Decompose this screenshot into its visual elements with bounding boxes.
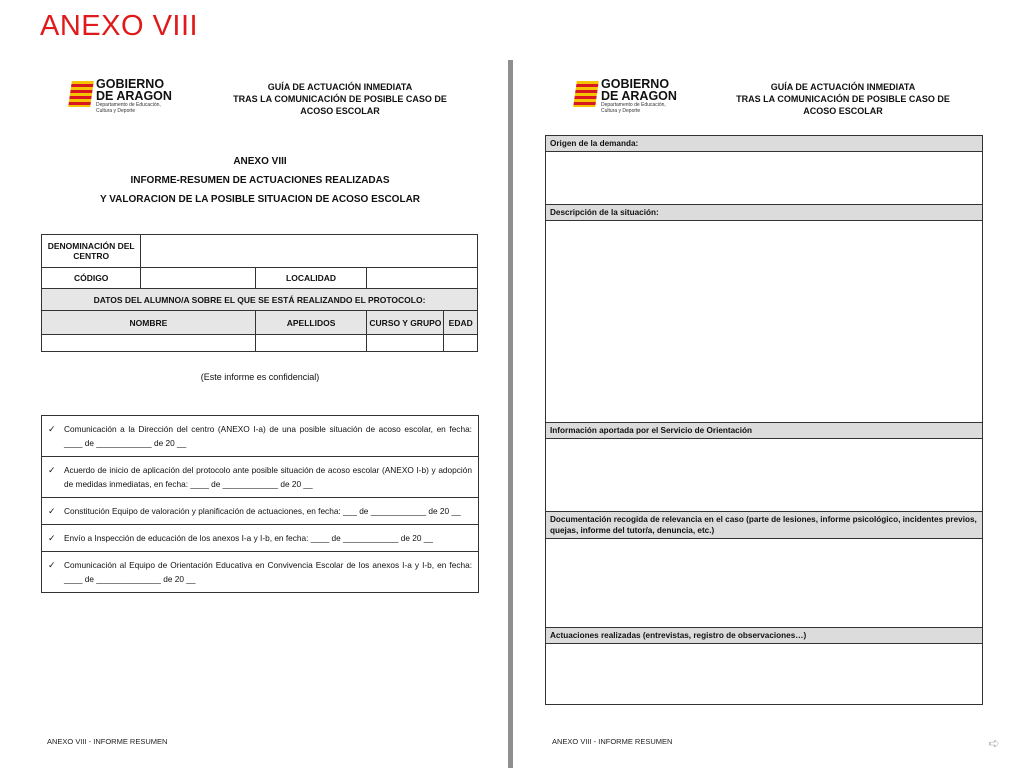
gobierno-aragon-logo: [575, 78, 677, 114]
nombre-field[interactable]: [42, 335, 256, 352]
col-curso-grupo: CURSO Y GRUPO: [367, 311, 444, 335]
right-header: [535, 76, 995, 126]
doc-title-3: Y VALORACION DE LA POSIBLE SITUACION DE ACOSO ESCOLAR: [99, 194, 421, 205]
page-divider: [508, 60, 513, 768]
checkmark-icon: ✓: [48, 560, 56, 570]
section-descripcion-header: Descripción de la situación:: [546, 205, 982, 221]
slide-title: ANEXO VIII: [40, 10, 199, 42]
section-descripcion-body[interactable]: [546, 221, 982, 423]
checklist-text: Comunicación a la Dirección del centro (ANEXO I-a) de una posible situación de acoso escolar, en fecha: ____ de ____________ de 20 __: [64, 424, 472, 448]
checklist: [41, 415, 479, 593]
doc-title-1: ANEXO VIII: [233, 156, 287, 167]
checklist-text: Constitución Equipo de valoración y planificación de actuaciones, en fecha: ___ de ____________ de 20 __: [64, 506, 461, 516]
section-origen-header: Origen de la demanda:: [546, 136, 982, 152]
centro-table: [41, 234, 478, 352]
edad-field[interactable]: [444, 335, 478, 352]
doc-title: [30, 152, 490, 209]
checklist-text: Acuerdo de inicio de aplicación del protocolo ante posible situación de acoso escolar (ANEXO I-b) y adopción de medidas inmediatas, en fecha: ____ de ____________ de 20 __: [64, 465, 472, 489]
apellidos-field[interactable]: [255, 335, 367, 352]
aragon-flag-icon: [68, 81, 94, 107]
left-header: [30, 76, 490, 126]
logo-line-2: DE ARAGON: [96, 89, 172, 103]
aragon-flag-icon: [573, 81, 599, 107]
doc-title-2: INFORME-RESUMEN DE ACTUACIONES REALIZADAS: [130, 175, 390, 186]
logo-line-2: DE ARAGON: [601, 89, 677, 103]
next-arrow-icon[interactable]: ➪: [988, 735, 1000, 751]
section-orientacion-header: Información aportada por el Servicio de Orientación: [546, 423, 982, 439]
section-actuaciones-header: Actuaciones realizadas (entrevistas, registro de observaciones…): [546, 628, 982, 644]
col-apellidos: APELLIDOS: [255, 311, 367, 335]
logo-sub-2: Cultura y Deporte: [96, 108, 136, 114]
guide-line-1: GUÍA DE ACTUACIÓN INMEDIATA: [770, 82, 916, 92]
logo-line-1: GOBIERNO: [601, 77, 670, 91]
codigo-label: CÓDIGO: [42, 268, 141, 289]
left-footer: ANEXO VIII - INFORME RESUMEN: [47, 737, 168, 746]
logo-sub-2: Cultura y Deporte: [601, 108, 641, 114]
checklist-item: [42, 552, 478, 592]
checklist-text: Envío a Inspección de educación de los anexos I-a y I-b, en fecha: ____ de ____________ de 20 __: [64, 533, 434, 543]
checklist-item: [42, 457, 478, 498]
curso-grupo-field[interactable]: [367, 335, 444, 352]
checklist-item: [42, 416, 478, 457]
guide-line-3: ACOSO ESCOLAR: [803, 106, 883, 116]
confidential-note: (Este informe es confidencial): [200, 372, 320, 382]
codigo-field[interactable]: [141, 268, 255, 289]
logo-line-1: GOBIERNO: [96, 77, 165, 91]
logo-sub-1: Departamento de Educación,: [601, 102, 666, 108]
section-documentacion-body[interactable]: [546, 539, 982, 628]
guide-line-3: ACOSO ESCOLAR: [300, 106, 380, 116]
col-nombre: NOMBRE: [42, 311, 256, 335]
right-page: [535, 62, 995, 746]
logo-sub-1: Departamento de Educación,: [96, 102, 161, 108]
section-orientacion-body[interactable]: [546, 439, 982, 512]
checkmark-icon: ✓: [48, 465, 56, 475]
checkmark-icon: ✓: [48, 424, 56, 434]
left-page: [30, 62, 490, 746]
col-edad: EDAD: [444, 311, 478, 335]
report-sections: [545, 135, 983, 705]
gobierno-aragon-logo: [70, 78, 172, 114]
checkmark-icon: ✓: [48, 533, 56, 543]
localidad-field[interactable]: [367, 268, 478, 289]
guide-line-2: TRAS LA COMUNICACIÓN DE POSIBLE CASO DE: [736, 94, 950, 104]
section-actuaciones-body[interactable]: [546, 644, 982, 704]
checkmark-icon: ✓: [48, 506, 56, 516]
guide-line-1: GUÍA DE ACTUACIÓN INMEDIATA: [267, 82, 413, 92]
denominacion-field[interactable]: [141, 235, 478, 268]
guide-line-2: TRAS LA COMUNICACIÓN DE POSIBLE CASO DE: [233, 94, 447, 104]
guide-title: [733, 81, 953, 117]
denominacion-label: DENOMINACIÓN DEL CENTRO: [42, 235, 141, 268]
checklist-item: [42, 498, 478, 525]
checklist-text: Comunicación al Equipo de Orientación Educativa en Convivencia Escolar de los anexos I-a y I-b, en fecha: ____ de ______________ de 20 __: [64, 560, 472, 584]
checklist-item: [42, 525, 478, 552]
section-documentacion-header: Documentación recogida de relevancia en el caso (parte de lesiones, informe psicológico, incidentes previos, quejas, informe del tutor/a, denuncia, etc.): [546, 512, 982, 539]
datos-alumno-header: DATOS DEL ALUMNO/A SOBRE EL QUE SE ESTÁ REALIZANDO EL PROTOCOLO:: [42, 289, 478, 311]
localidad-label: LOCALIDAD: [255, 268, 367, 289]
section-origen-body[interactable]: [546, 152, 982, 205]
guide-title: [230, 81, 450, 117]
right-footer: ANEXO VIII - INFORME RESUMEN: [552, 737, 673, 746]
